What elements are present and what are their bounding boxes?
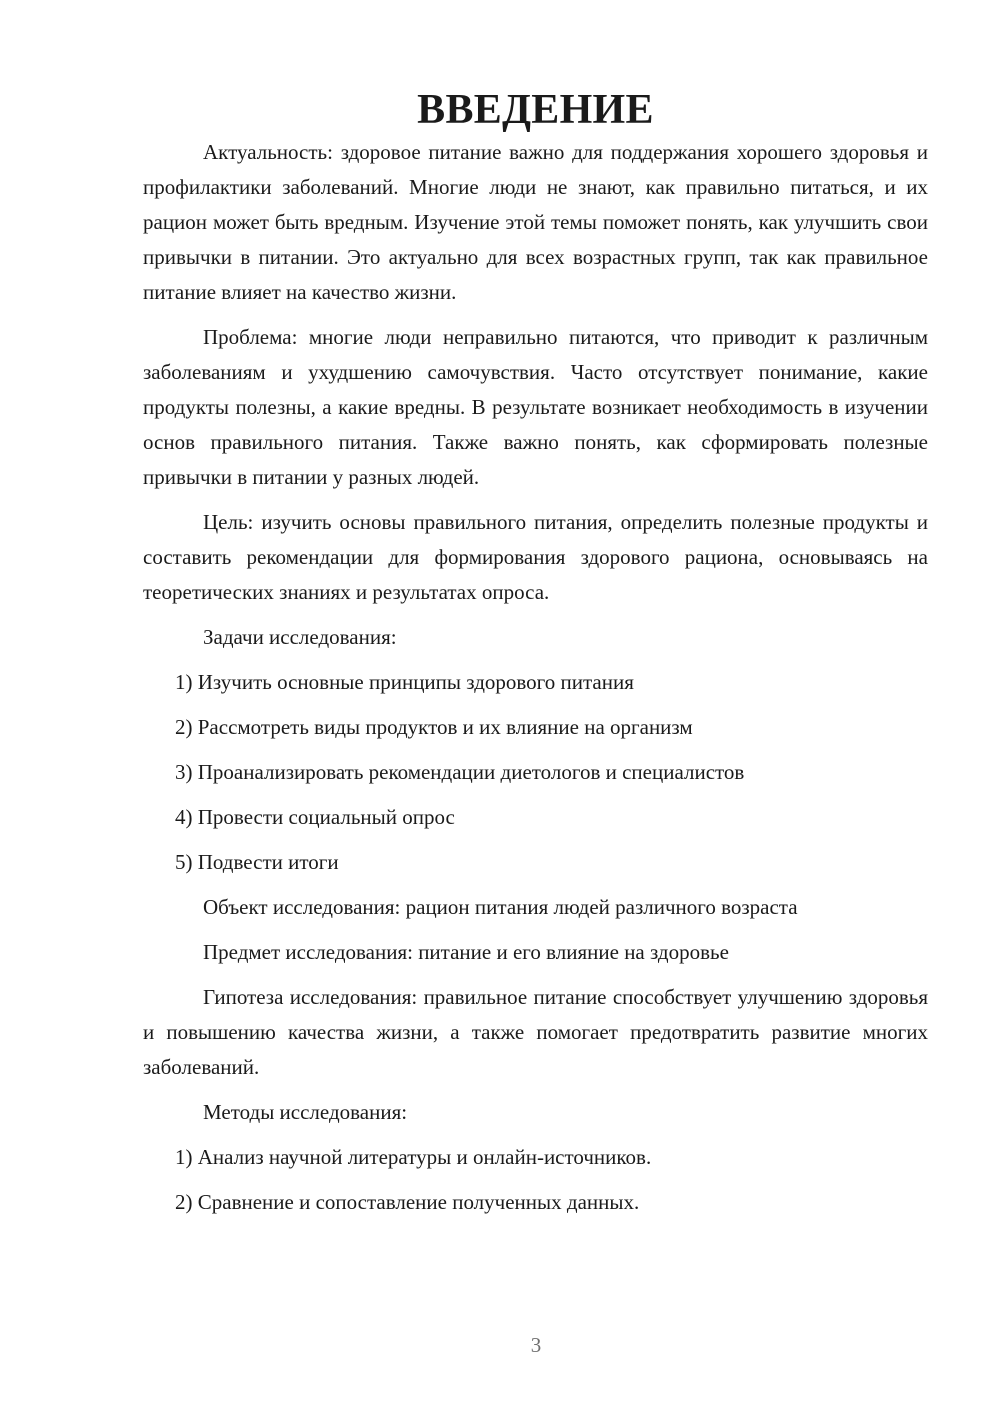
task-item-5: 5) Подвести итоги	[175, 850, 339, 874]
goal-paragraph: Цель: изучить основы правильного питания, определить полезные продукты и составить рекомендации для формирования здорового рациона, основываясь на теоретических знаниях и результатах опроса.	[143, 510, 928, 604]
task-item-3: 3) Проанализировать рекомендации диетологов и специалистов	[175, 760, 745, 784]
methods-heading: Методы исследования:	[203, 1100, 408, 1124]
tasks-heading: Задачи исследования:	[203, 625, 397, 649]
page-number: 3	[530, 1333, 542, 1357]
method-item-1: 1) Анализ научной литературы и онлайн-источников.	[175, 1145, 652, 1169]
task-item-4: 4) Провести социальный опрос	[175, 805, 455, 829]
task-item-2: 2) Рассмотреть виды продуктов и их влияние на организм	[175, 715, 693, 739]
method-item-2: 2) Сравнение и сопоставление полученных данных.	[175, 1190, 640, 1214]
tasks-list	[143, 665, 928, 880]
methods-list	[143, 1140, 928, 1220]
relevance-paragraph: Актуальность: здоровое питание важно для поддержания хорошего здоровья и профилактики заболеваний. Многие люди не знают, как правильно питаться, и их рацион может быть вредным. Изучение этой темы поможет понять, как улучшить свои привычки в питании. Это актуально для всех возрастных групп, так как правильное питание влияет на качество жизни.	[143, 140, 928, 304]
problem-paragraph: Проблема: многие люди неправильно питаются, что приводит к различным заболеваниям и ухудшению самочувствия. Часто отсутствует понимание, какие продукты полезны, а какие вредны. В результате возникает необходимость в изучении основ правильного питания. Также важно понять, как сформировать полезные привычки в питании у разных людей.	[143, 325, 928, 489]
object-line: Объект исследования: рацион питания людей различного возраста	[203, 895, 798, 919]
section-title: ВВЕДЕНИЕ	[417, 87, 654, 133]
hypothesis-paragraph: Гипотеза исследования: правильное питание способствует улучшению здоровья и повышению качества жизни, а также помогает предотвратить развитие многих заболеваний.	[143, 985, 928, 1079]
subject-line: Предмет исследования: питание и его влияние на здоровье	[203, 940, 729, 964]
page-content	[143, 87, 928, 1230]
task-item-1: 1) Изучить основные принципы здорового питания	[175, 670, 634, 694]
